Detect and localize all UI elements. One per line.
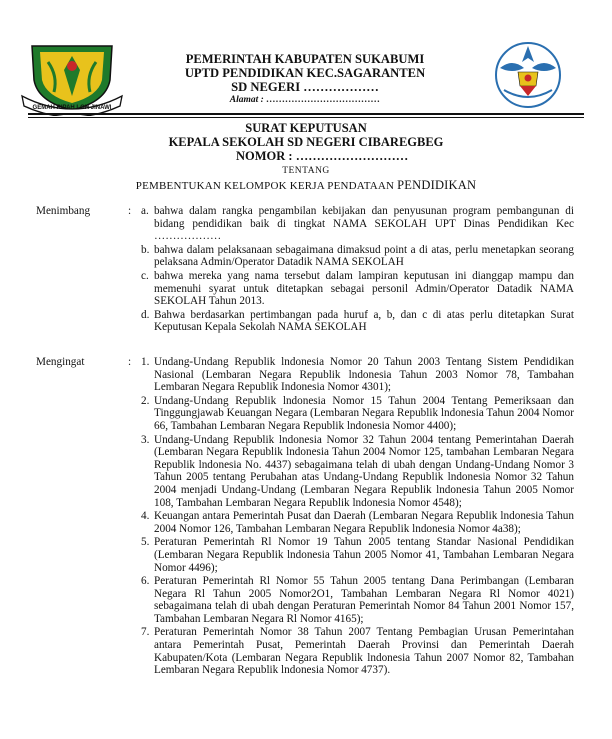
letterhead-line-2: UPTD PENDIDIKAN KEC.SAGARANTEN: [184, 66, 426, 80]
mengingat-label: Mengingat: [36, 356, 85, 368]
list-marker: 2.: [141, 394, 150, 407]
menimbang-label: Menimbang: [36, 205, 91, 217]
list-item: [141, 244, 574, 269]
list-item-text: Undang-Undang Republik lndonesia Nomor 32 Tahun 2004 tentang Pemerintahan Daerah (Lembaran Negara Republik lndonesia Tahun 2004 Nomor 125, tambahan Lembaran Negara Republik lndonesia No. 4437) sebagaimana telah di ubah dengan Undang-Undang Nomor 3 Tahun 2005 tentang Perubahan atas Undang-Undang Republik lndonesia Nomor 32 Tahun 2004 menjadi Undang-Undang (Lembaran Negara Republik lndonesia Tahun 2005 Nomor 108, Tambahan Lembaran Negara Republik lndonesia Nomor 4548);: [154, 433, 574, 509]
decree-subject-main: PEMBENTUKAN KELOMPOK KERJA PENDATAAN: [135, 180, 398, 192]
decree-subject: [0, 178, 612, 193]
list-marker: 3.: [141, 433, 150, 446]
list-item: [141, 395, 574, 433]
list-item-text: Undang-Undang Republik lndonesia Nomor 15 Tahun 2004 Tentang Pemeriksaan dan Tinggungjawab Keuangan Negara (Lembaran Negara Republik lndonesia Tahun 2004 Nomor 66, Tambahan Lembaran Negara Republik lndonesia Nomor 4400);: [154, 394, 574, 432]
list-marker: d.: [141, 308, 150, 321]
list-item: [141, 270, 574, 308]
letterhead-divider-thick: [28, 113, 584, 115]
kabupaten-sukabumi-emblem-logo: [18, 40, 126, 116]
menimbang-colon: :: [128, 205, 132, 217]
mengingat-colon: :: [128, 356, 132, 368]
menimbang-list: [141, 205, 574, 335]
list-item: [141, 575, 574, 625]
education-emblem-logo: [482, 38, 574, 112]
list-marker: 4.: [141, 510, 150, 523]
list-item-text: Bahwa berdasarkan pertimbangan pada huruf a, b, dan c di atas perlu ditetapkan Surat Keputusan Kepala Sekolah NAMA SEKOLAH: [154, 308, 574, 334]
letterhead: [150, 52, 460, 107]
letterhead-line-3: SD NEGERI ………………: [231, 80, 379, 94]
emblem-motto-text: GEMAH RIPAH LOH JINAWI: [32, 105, 112, 111]
decree-subject-end: PENDIDIKAN: [397, 178, 477, 192]
letterhead-line-1: PEMERINTAH KABUPATEN SUKABUMI: [185, 52, 425, 66]
list-item: [141, 434, 574, 510]
list-marker: a.: [141, 205, 149, 217]
list-item-text: bahwa dalam rangka pengambilan kebijakan dan penyusunan program pembangunan di bidang pendidikan baik di tingkat NAMA SEKOLAH UPT Dinas Pendidikan Kec ………………: [154, 205, 574, 243]
list-marker: 1.: [141, 356, 150, 368]
list-item: [141, 626, 574, 676]
list-item-text: Keuangan antara Pemerintah Pusat dan Daerah (Lembaran Negara Republik lndonesia Tahun 2004 Nomor 126, Tambahan Lembaran Negara Republik lndonesia Nomor 4a38);: [154, 510, 574, 535]
list-marker: c.: [141, 269, 149, 282]
list-item-text: bahwa dalam pelaksanaan sebagaimana dimaksud point a di atas, perlu menetapkan seorang pelaksana Admin/Operator Datadik NAMA SEKOLAH: [154, 243, 574, 269]
decree-number: NOMOR : ………………………: [236, 149, 409, 163]
tentang-label: TENTANG: [282, 166, 330, 176]
list-item-text: bahwa mereka yang nama tersebut dalam lampiran keputusan ini dianggap mampu dan memenuhi syarat untuk ditetapkan sebagai personil Admin/Operator Datadik NAMA SEKOLAH Tahun 2013.: [154, 269, 574, 308]
list-item: [141, 205, 574, 243]
list-item: [141, 356, 574, 394]
list-item-text: Undang-Undang Republik lndonesia Nomor 20 Tahun 2003 Tentang Sistem Pendidikan Nasional (Lembaran Negara Republik lndonesia Tahun 2003 Nomor 78, Tambahan Lembaran Negara Republik Indonesia Nomor 4301);: [154, 356, 574, 394]
list-marker: 7.: [141, 626, 150, 639]
letterhead-divider-thin: [28, 117, 584, 118]
list-item: [141, 309, 574, 334]
decree-title: SURAT KEPUTUSAN: [245, 121, 367, 135]
decree-issuer: KEPALA SEKOLAH SD NEGERI CIBAREGBEG: [168, 135, 444, 149]
list-marker: 6.: [141, 575, 150, 588]
letterhead-address: Alamat : ………………………………: [229, 95, 381, 105]
list-item-text: Peraturan Pemerintah Rl Nomor 19 Tahun 2005 tentang Standar Nasional Pendidikan (Lembaran Negara Republik lndonesia Tahun 2005 Nomor 41, Tambahan Lembaran Negara Nomor 4496);: [154, 536, 574, 574]
mengingat-list: [141, 356, 574, 678]
list-item-text: Peraturan Pemerintah Nomor 38 Tahun 2007 Tentang Pembagian Urusan Pemerintahan antara Pemerintah Pusat, Pemerintah Daerah Provinsi dan Pemerintah Daerah Kabupaten/Kota (Lembaran Negara Republik lndonesia Tahun 2007 Nomor 82, Tambahan Lembaran Negara Republik lndonesia Nomor 4737).: [154, 626, 574, 677]
list-item: [141, 536, 574, 574]
list-item-text: Peraturan Pemerintah Rl Nomor 55 Tahun 2005 tentang Dana Perimbangan (Lembaran Negara Rl Tahun 2005 Nomor2O1, Tambahan Lembaran Negara Rl Nomor 4021) sebagaimana telah di ubah dengan Peraturan Pemerintah Nomor 84 Tahun 2001 Nomor 157, Tambahan Lembaran Negara Rl Nomor 4165);: [154, 575, 574, 625]
list-marker: 5.: [141, 536, 150, 549]
list-marker: b.: [141, 243, 150, 256]
list-item: [141, 510, 574, 535]
